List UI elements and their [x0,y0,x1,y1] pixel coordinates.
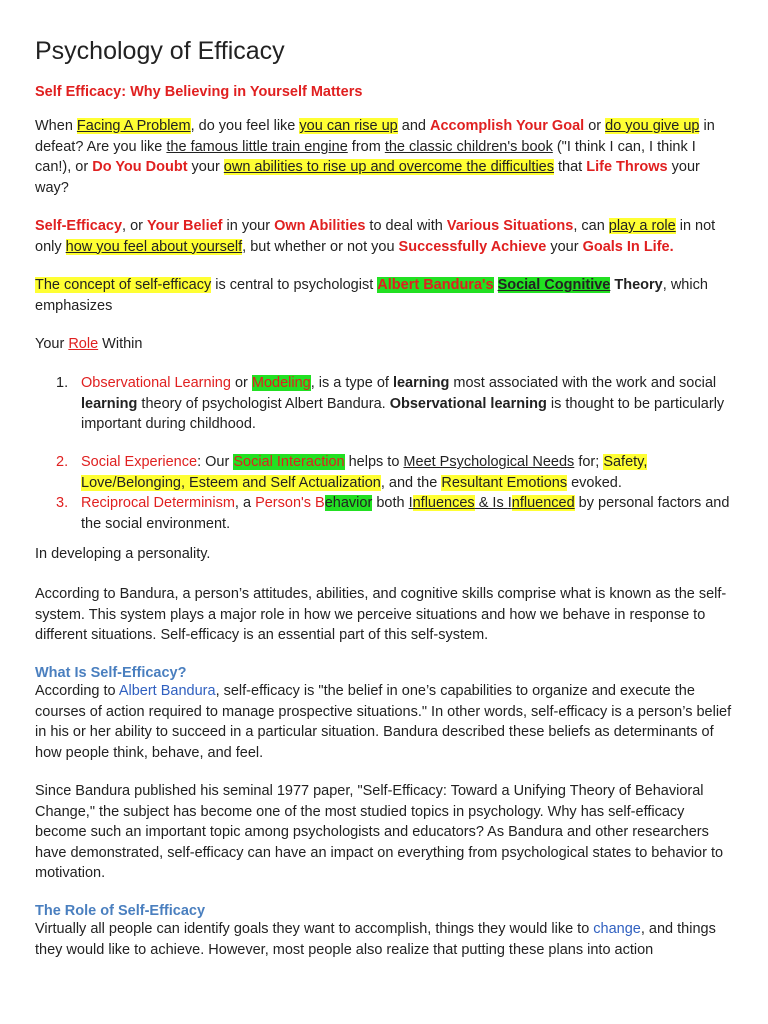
text-run: your way? [35,159,700,196]
text-run: helps to [344,454,404,470]
text-run: ("I think I can, I think I can!), or [35,138,696,175]
list-item-social-experience [56,452,736,493]
text-run: most associated with the work and social [449,375,717,391]
text-run: theory of psychologist Albert Bandura. [137,395,390,412]
emphasis-life-throws: Life Throws [586,159,668,175]
self-efficacy-paragraph [35,216,735,257]
text-run: and [397,118,430,134]
highlight-facing-problem: Facing A Problem [76,118,191,134]
text-run: in defeat? Are you like [35,118,715,155]
underlined-role: Role [68,336,99,352]
highlight-resultant-emotions: Resultant Emotions [441,474,568,491]
list-number: 1. [56,375,69,391]
text-run: in not only [35,218,716,255]
concept-paragraph [35,275,735,316]
term-observational-learning: Observational Learning [81,375,231,391]
highlight-own-abilities: own abilities to rise up and overcome the difficulties [223,159,554,175]
albert-bandura-link[interactable]: Albert Bandura [118,683,216,699]
text-run: your [187,159,224,175]
text-run: Your [35,336,69,352]
text-run: I [408,495,413,511]
emphasis-own-abilities: Own Abilities [274,218,366,234]
text-run: , and things they would like to achieve. However, most people also realize that putting these plans into action [35,921,716,958]
text-run: Within [98,336,143,352]
personality-line: In developing a personality. [35,546,211,562]
emphasis-goals-in-life: Goals In Life. [582,238,674,255]
text-run: for; [574,454,604,470]
text-run: , and the [380,474,442,491]
change-link[interactable]: change [593,921,641,937]
highlight-behavior: ehavior [324,495,373,511]
text-run: is central to psychologist [211,277,378,293]
highlight-give-up: do you give up [605,118,700,134]
highlight-concept: The concept of self-efficacy [35,277,212,293]
emphasis-accomplish-goal: Accomplish Your Goal [430,118,585,134]
highlight-social-interaction: Social Interaction [233,454,345,470]
highlight-play-a-role: play a role [608,218,676,234]
text-run: According to [35,683,119,699]
text-run: , is a type of [310,375,393,391]
text-run: or [230,375,252,391]
bold-observational-learning: Observational learning [389,395,547,412]
role-paragraph [35,919,735,960]
highlight-influenced: nfluenced [511,495,575,511]
text-run: in your [222,218,275,234]
text-run: or [584,118,606,134]
term-social-experience: Social Experience [81,454,198,470]
text-run: evoked. [567,474,622,491]
text-run: both [372,495,409,511]
highlight-influences: nfluences [412,495,475,511]
numbered-list-item [56,373,736,435]
list-item-observational-learning [56,373,736,435]
text-run: , do you feel like [190,118,300,134]
section-heading-what-is: What Is Self-Efficacy? [35,665,187,681]
term-reciprocal-determinism: Reciprocal Determinism [81,495,235,511]
highlight-social-cognitive: Social Cognitive [497,277,611,293]
text-run: , which emphasizes [35,277,708,314]
text-run [494,277,498,293]
page-title: Psychology of Efficacy [35,37,285,65]
text-run: , self-efficacy is "the belief in one’s capabilities to organize and execute the courses of action required to manage prospective situations." In other words, self-efficacy is a person’s belief in his or her ability to succeed in a particular situation. Bandura described these beliefs as determinants of how people think, behave, and feel. [35,683,732,761]
list-number: 3. [56,495,69,511]
list-item-reciprocal-determinism [56,493,736,534]
text-run: that [553,159,587,175]
emphasis-successfully-achieve: Successfully Achieve [398,238,547,255]
text-run: your [546,238,583,255]
highlight-how-you-feel: how you feel about yourself [65,238,243,255]
text-run: T [610,277,624,293]
text-run: , can [573,218,609,234]
section-heading-role: The Role of Self-Efficacy [35,903,206,919]
definition-paragraph [35,681,735,763]
history-paragraph: Since Bandura published his seminal 1977 paper, "Self-Efficacy: Toward a Unifying Theory of Behavioral Change," the subject has become one of the most studied topics in psychology. Why has self-efficacy become such an important topic among psychologists and educators? As Bandura and other researchers have demonstrated, self-efficacy can have an impact on everything from psychological states to behavior to motivation. [35,783,724,881]
text-run: , or [122,218,148,234]
text-run: , but whether or not you [242,238,399,255]
text-run: from [347,138,385,155]
emphasis-do-you-doubt: Do You Doubt [92,159,188,175]
text-run: Virtually all people can identify goals they want to accomplish, things they would like to [35,921,594,937]
text-run: I [507,495,512,511]
highlight-albert-bandura: Albert Bandura's [377,277,494,293]
text-run: : Our [197,454,234,470]
text-run: When [35,118,77,134]
emphasis-your-belief: Your Belief [147,218,223,234]
underlined-childrens-book: the classic children's book [384,138,553,155]
list-number: 2. [56,454,69,470]
intro-paragraph [35,116,735,198]
term-persons-behavior: Person's B [255,495,325,511]
subtitle: Self Efficacy: Why Believing in Yourself Matters [35,84,363,100]
underlined-psychological-needs: Meet Psychological Needs [403,454,575,470]
bold-learning: learning [392,375,450,391]
underlined-train-engine: the famous little train engine [166,138,348,155]
text-run: , a [234,495,256,511]
highlight-rise-up: you can rise up [299,118,398,134]
emphasis-various-situations: Various Situations [446,218,574,234]
text-run: to deal with [365,218,447,234]
emphasis-self-efficacy: Self-Efficacy [35,218,123,234]
text-run: is thought to be particularly important during childhood. [81,395,725,432]
bold-learning: learning [81,395,138,412]
highlight-modeling: Modeling [251,375,311,391]
text-run: heory [623,277,663,293]
text-run: by personal factors and the social environment. [81,495,730,532]
numbered-list-item [56,452,736,534]
self-system-paragraph: According to Bandura, a person’s attitudes, abilities, and cognitive skills comprise what is known as the self-system. This system plays a major role in how we perceive situations and how we behave in response to different situations. Self-efficacy is an essential part of this self-system. [35,586,727,643]
your-role-line [35,334,735,355]
highlight-needs-list: Safety, Love/Belonging, Esteem and Self Actualization [81,454,648,491]
text-run: & Is [474,495,508,511]
